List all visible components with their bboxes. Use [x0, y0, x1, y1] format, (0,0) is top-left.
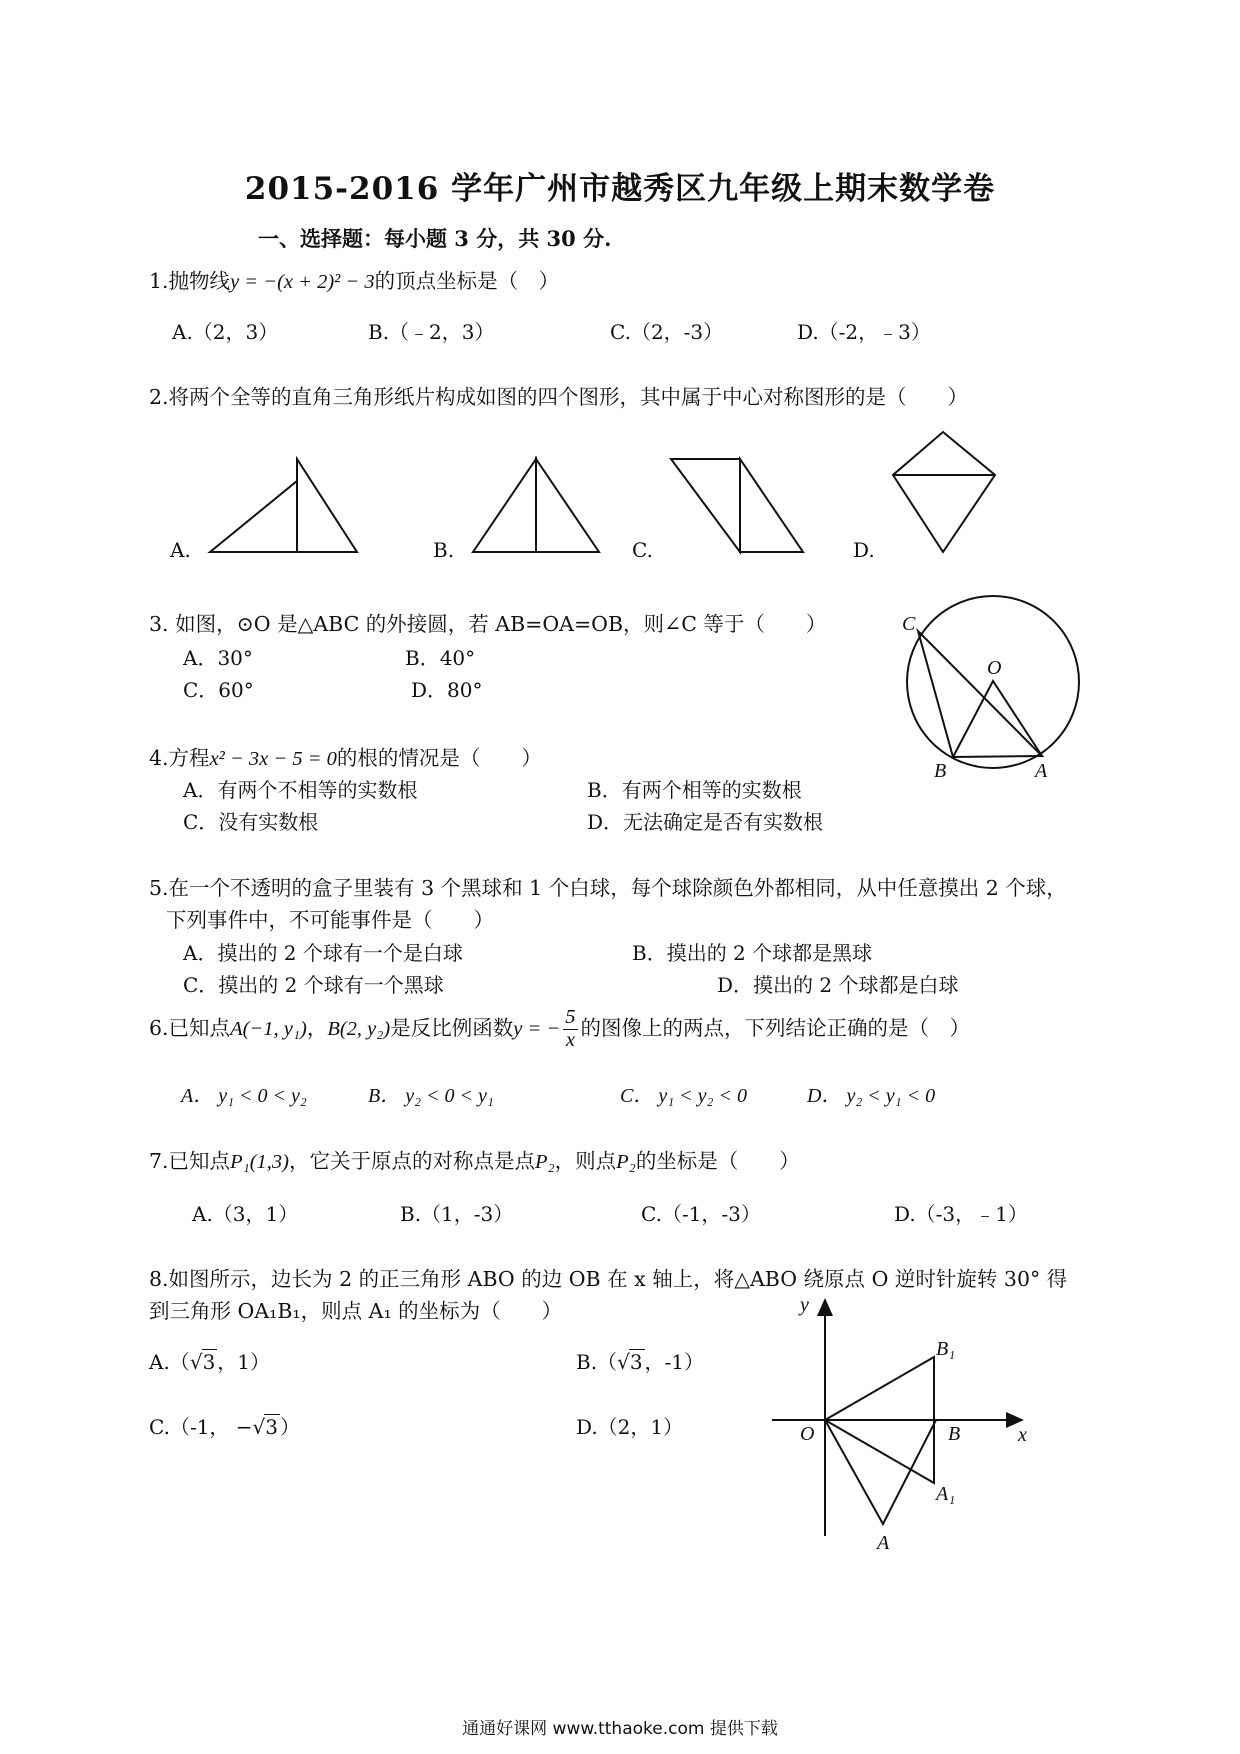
- question-5-line-2: 下列事件中，不可能事件是（ ）: [166, 908, 494, 932]
- q8-option-c-suffix: ）: [280, 1415, 301, 1439]
- q6-fraction-numerator: 5: [565, 1006, 576, 1029]
- q8-triangle-abo: [825, 1420, 936, 1524]
- q4-option-d: D．无法确定是否有实数根: [587, 810, 824, 834]
- q8-triangle-oa1b1: [825, 1357, 934, 1483]
- q8-option-a-radicand: 3: [202, 1350, 216, 1374]
- q8-option-b: B.（√3 ，-1）: [576, 1350, 705, 1374]
- q7-middle2: ，则点: [554, 1149, 617, 1173]
- q6-prefix: 6.已知点: [149, 1016, 231, 1040]
- q8-label-b1: B₁: [936, 1338, 956, 1360]
- q7-p1: P₁(1,3): [230, 1151, 289, 1173]
- q8-label-o: O: [800, 1423, 815, 1445]
- q3-option-c: C．60°: [183, 678, 254, 702]
- q6-point-a: A(−1, y₁): [230, 1018, 307, 1040]
- q3-label-a: A: [1035, 760, 1048, 782]
- q7-option-a: A.（3，1）: [192, 1202, 299, 1226]
- q8-option-a-suffix: ，1）: [217, 1350, 271, 1374]
- q8-option-b-prefix: B.（: [576, 1350, 618, 1374]
- q3-radii-ob-oa: [953, 681, 1042, 757]
- q8-option-c-prefix: C.（-1， −: [149, 1415, 253, 1439]
- q8-option-a: A.（√3 ，1）: [149, 1350, 271, 1374]
- q5-option-c: C．摸出的 2 个球有一个黑球: [183, 973, 444, 997]
- q7-suffix: 的坐标是（ ）: [635, 1149, 800, 1173]
- page-title: 2015-2016 学年广州市越秀区九年级上期末数学卷: [244, 171, 996, 207]
- q6-option-a: A． y₁ < 0 < y₂: [181, 1085, 307, 1107]
- q1-option-b: B.（﹣2，3）: [368, 320, 495, 344]
- q2-fig-d-kite: [893, 432, 995, 552]
- q7-option-d: D.（-3，﹣1）: [894, 1202, 1028, 1226]
- q5-option-a: A．摸出的 2 个球有一个是白球: [183, 941, 463, 965]
- question-1: [149, 271, 559, 293]
- q4-option-a: A．有两个不相等的实数根: [183, 778, 418, 802]
- question-4: [149, 748, 542, 770]
- q6-middle: 是反比例函数: [390, 1016, 514, 1040]
- q2-label-b: B.: [433, 538, 455, 562]
- q6-option-d: D． y₂ < y₁ < 0: [807, 1085, 936, 1107]
- q6-option-c: C． y₁ < y₂ < 0: [620, 1085, 747, 1107]
- q1-suffix: 的顶点坐标是（ ）: [374, 269, 560, 293]
- q2-label-d: D.: [853, 538, 875, 562]
- q8-label-a1: A₁: [936, 1483, 956, 1505]
- q2-label-a: A.: [170, 538, 191, 562]
- question-8-line-2: 到三角形 OA₁B₁，则点 A₁ 的坐标为（ ）: [149, 1299, 563, 1323]
- q7-p2: P₂: [535, 1151, 555, 1173]
- q8-option-d: D.（2，1）: [576, 1415, 684, 1439]
- section-heading: 一、选择题：每小题 3 分，共 30 分.: [258, 226, 612, 251]
- q2-fig-c-bottom-triangle: [740, 459, 803, 552]
- q7-prefix: 7.已知点: [149, 1149, 231, 1173]
- q7-option-b: B.（1，-3）: [400, 1202, 514, 1226]
- q7-p2-again: P₂: [616, 1151, 636, 1173]
- q2-label-c: C.: [632, 538, 653, 562]
- q8-label-y: y: [800, 1294, 809, 1316]
- q5-option-b: B．摸出的 2 个球都是黑球: [632, 941, 873, 965]
- q3-label-o: O: [987, 657, 1002, 679]
- q8-option-c: C.（-1， −√3 ）: [149, 1415, 301, 1439]
- q6-comma: ，: [306, 1016, 328, 1040]
- q1-option-a: A.（2，3）: [172, 320, 279, 344]
- q8-option-b-suffix: ，-1）: [644, 1350, 705, 1374]
- q6-point-b: B(2, y₂): [327, 1018, 391, 1040]
- q6-option-b: B． y₂ < 0 < y₁: [368, 1085, 494, 1107]
- q4-suffix: 的根的情况是（ ）: [336, 746, 542, 770]
- q8-option-a-prefix: A.（: [149, 1350, 190, 1374]
- q3-label-c: C: [902, 613, 916, 635]
- question-2: 2.将两个全等的直角三角形纸片构成如图的四个图形，其中属于中心对称图形的是（ ）: [149, 385, 969, 409]
- q2-fig-c-top-triangle: [671, 459, 740, 552]
- question-6: [149, 1006, 970, 1052]
- q1-option-d: D.（-2，﹣3）: [797, 320, 931, 344]
- q7-middle: ，它关于原点的对称点是点: [289, 1149, 535, 1173]
- q3-circumcircle: [907, 596, 1079, 768]
- q8-option-b-radicand: 3: [629, 1350, 643, 1374]
- q3-label-b: B: [934, 760, 947, 782]
- q2-fig-b-left-triangle: [473, 459, 536, 552]
- q6-fraction-denominator: x: [565, 1029, 575, 1051]
- q8-option-c-radicand: 3: [265, 1415, 279, 1439]
- q3-option-d: D．80°: [411, 678, 483, 702]
- q7-option-c: C.（-1，-3）: [641, 1202, 761, 1226]
- q1-prefix: 1.抛物线: [149, 269, 231, 293]
- q3-triangle-abc: [918, 631, 1042, 757]
- q2-fig-b-right-triangle: [536, 459, 599, 552]
- question-8-line-1: 8.如图所示，边长为 2 的正三角形 ABO 的边 OB 在 x 轴上，将△ABO 绕原点 O 逆时针旋转 30° 得: [149, 1267, 1068, 1291]
- q3-option-a: A．30°: [183, 646, 253, 670]
- q8-label-x: x: [1018, 1424, 1027, 1446]
- q4-formula: x² − 3x − 5 = 0: [209, 748, 337, 770]
- question-5-line-1: 5.在一个不透明的盒子里装有 3 个黑球和 1 个白球，每个球除颜色外都相同，从中任意摸出 2 个球，: [149, 876, 1067, 900]
- q5-option-d: D．摸出的 2 个球都是白球: [717, 973, 959, 997]
- q2-fig-a-left-triangle: [210, 481, 297, 552]
- q4-option-c: C．没有实数根: [183, 810, 319, 834]
- footer-source: 通通好课网 www.tthaoke.com 提供下载: [462, 1719, 778, 1739]
- q1-formula: y = −(x + 2)² − 3: [230, 271, 375, 293]
- q6-fraction: [563, 1007, 577, 1051]
- q4-prefix: 4.方程: [149, 746, 210, 770]
- q6-function-lhs: y = −: [513, 1018, 561, 1040]
- q3-option-b: B．40°: [405, 646, 476, 670]
- q8-label-a: A: [877, 1532, 890, 1554]
- q4-option-b: B．有两个相等的实数根: [587, 778, 802, 802]
- question-3: 3. 如图，⊙O 是△ABC 的外接圆，若 AB=OA=OB，则∠C 等于（ ）: [149, 612, 827, 636]
- q6-suffix: 的图像上的两点，下列结论正确的是（ ）: [580, 1016, 970, 1040]
- q8-label-b: B: [948, 1423, 961, 1445]
- question-7: [149, 1151, 800, 1173]
- q2-fig-a-right-triangle: [297, 459, 357, 552]
- q1-option-c: C.（2，-3）: [610, 320, 724, 344]
